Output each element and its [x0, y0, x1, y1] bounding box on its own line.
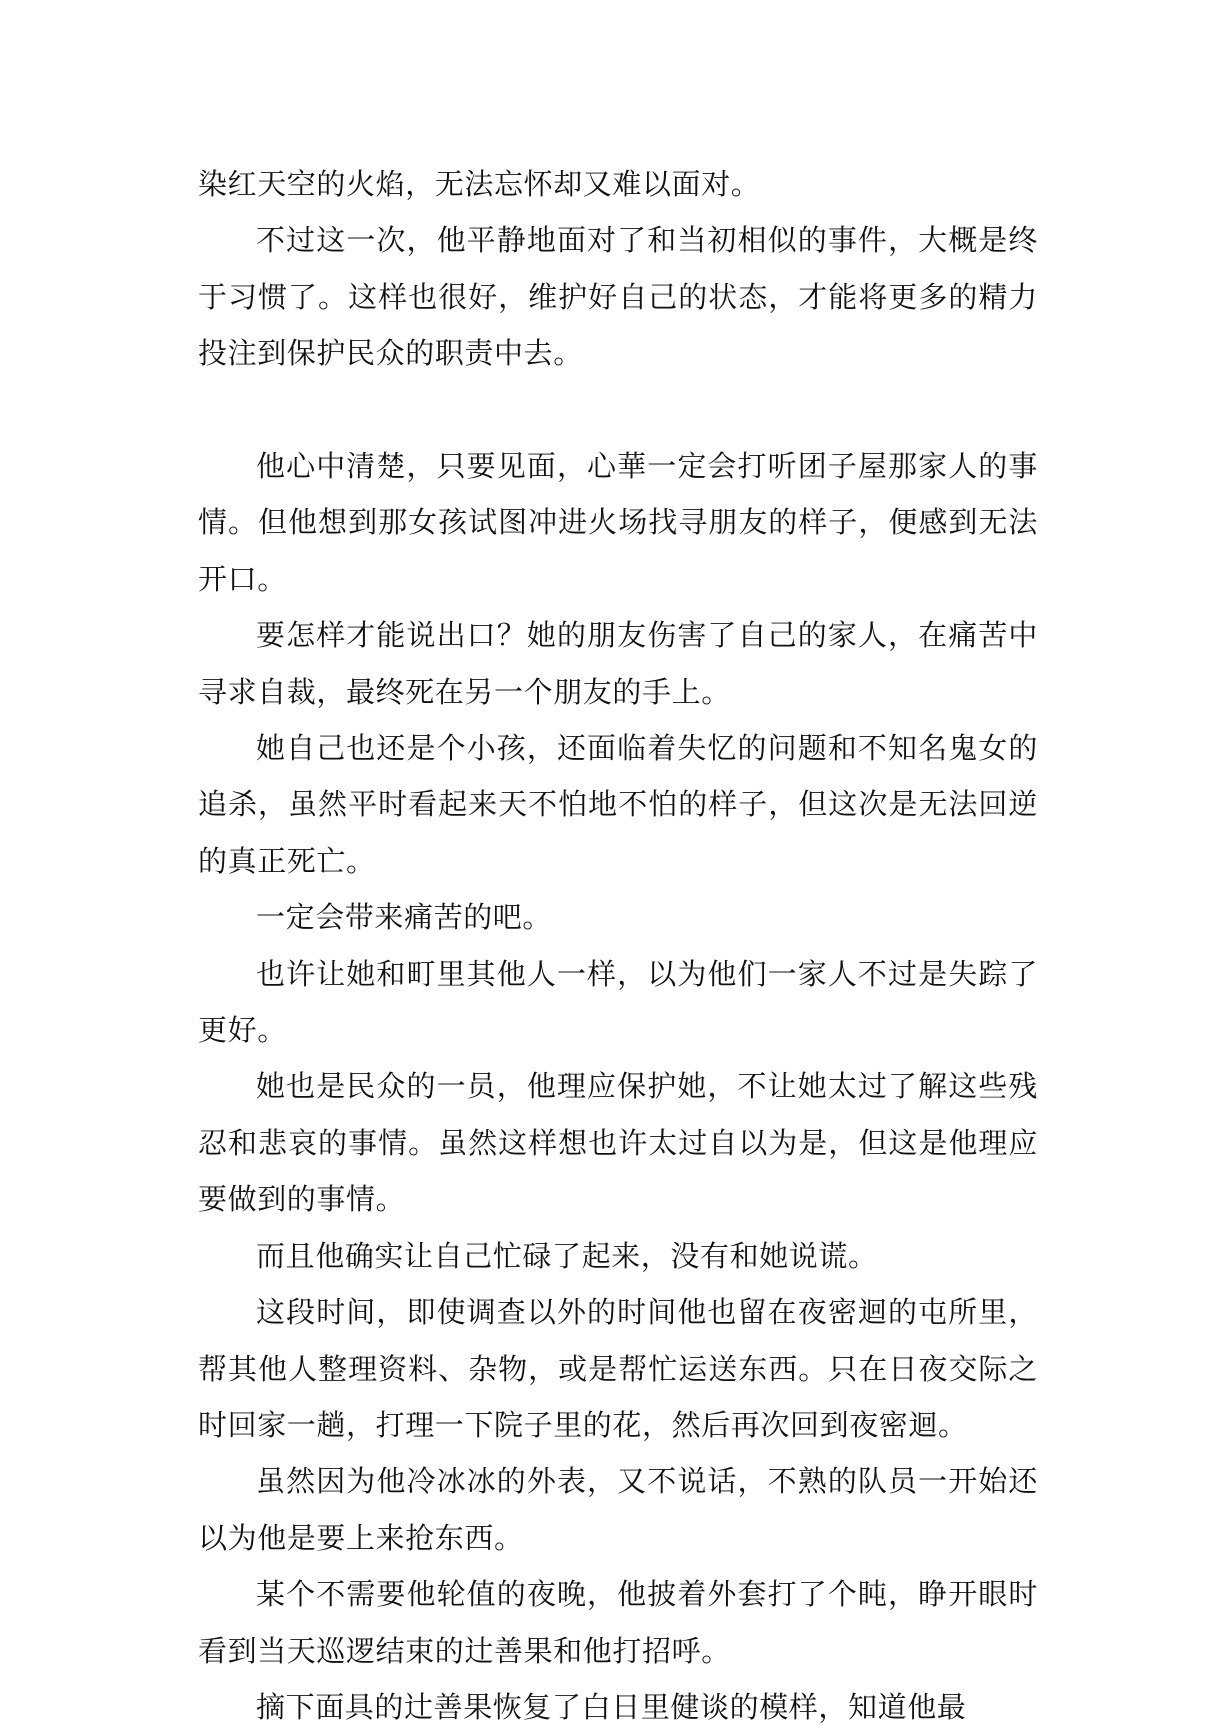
paragraph: 而且他确实让自己忙碌了起来，没有和她说谎。: [256, 1238, 878, 1273]
paragraph: 也许让她和町里其他人一样，以为他们一家人不过是失踪了更好。: [198, 956, 1038, 1048]
paragraph: 一定会带来痛苦的吧。: [256, 900, 553, 935]
body-text: [198, 156, 1038, 1735]
paragraph: 某个不需要他轮值的夜晚，他披着外套打了个盹，睁开眼时看到当天巡逻结束的辻善果和他打招呼。: [198, 1577, 1038, 1668]
paragraph: 摘下面具的辻善果恢复了白日里健谈的模样，知道他最: [256, 1689, 967, 1724]
paragraph: 不过这一次，他平静地面对了和当初相似的事件，大概是终于习惯了。这样也很好，维护好自己的状态，才能将更多的精力投注到保护民众的职责中去。: [198, 223, 1038, 371]
paragraph: 她也是民众的一员，他理应保护她，不让她太过了解这些残忍和悲哀的事情。虽然这样想也许太过自以为是，但这是他理应要做到的事情。: [198, 1069, 1038, 1217]
paragraph: 要怎样才能说出口？她的朋友伤害了自己的家人，在痛苦中寻求自裁，最终死在另一个朋友的手上。: [198, 618, 1038, 709]
paragraph-gap: [198, 382, 1038, 438]
paragraph: 这段时间，即使调查以外的时间他也留在夜密迴的屯所里，帮其他人整理资料、杂物，或是帮忙运送东西。只在日夜交际之时回家一趟，打理一下院子里的花，然后再次回到夜密迴。: [198, 1295, 1038, 1442]
paragraph: 他心中清楚，只要见面，心華一定会打听团子屋那家人的事情。但他想到那女孩试图冲进火场找寻朋友的样子，便感到无法开口。: [198, 449, 1038, 596]
paragraph: 虽然因为他冷冰冰的外表，又不说话，不熟的队员一开始还以为他是要上来抢东西。: [198, 1464, 1038, 1555]
paragraph: 她自己也还是个小孩，还面临着失忆的问题和不知名鬼女的追杀，虽然平时看起来天不怕地不怕的样子，但这次是无法回逆的真正死亡。: [198, 731, 1038, 878]
paragraph: 染红天空的火焰，无法忘怀却又难以面对。: [198, 167, 761, 201]
